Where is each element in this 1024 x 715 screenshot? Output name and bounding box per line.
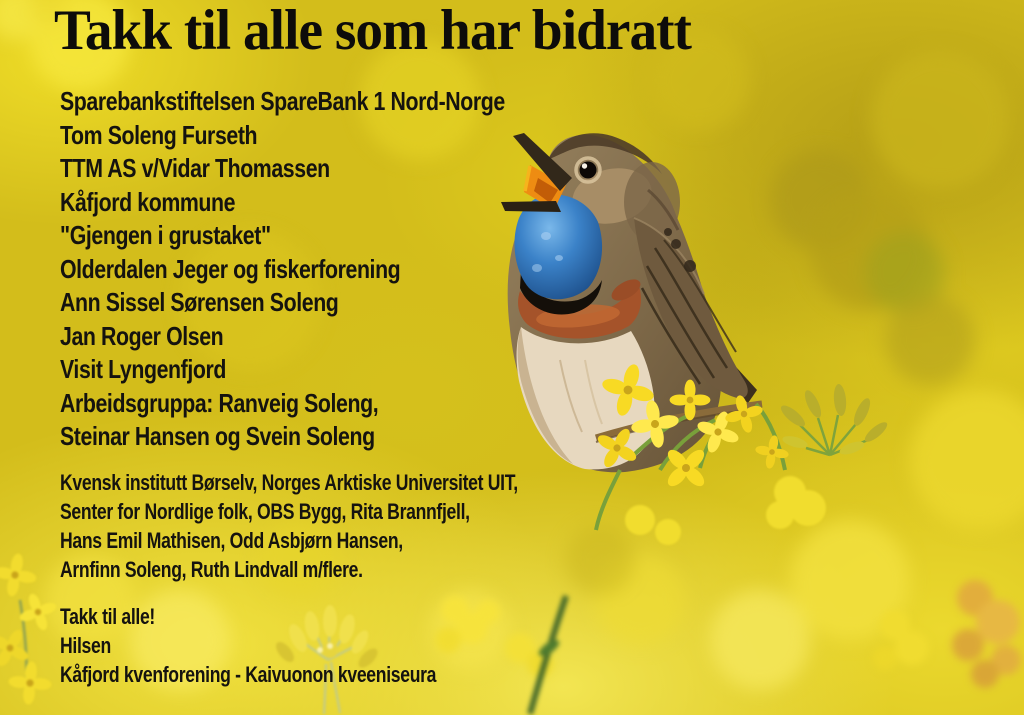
wing-spot	[671, 239, 681, 249]
institutions-paragraph	[60, 468, 518, 584]
contributors-list	[60, 85, 505, 454]
wing-spot	[684, 260, 696, 272]
orange-flower-soft	[952, 580, 1021, 688]
text-line: Kåfjord kvenforening - Kaivuonon kveeniseura	[60, 662, 437, 687]
text-line: "Gjengen i grustaket"	[60, 220, 271, 250]
poster-title: Takk til alle som har bidratt	[54, 0, 692, 62]
beak-lower	[501, 201, 561, 212]
text-line: Arbeidsgruppa: Ranveig Soleng,	[60, 387, 379, 418]
eye-highlight	[582, 163, 587, 168]
text-line: Tom Soleng Furseth	[60, 119, 258, 150]
text-line: Steinar Hansen og Svein Soleng	[60, 421, 375, 451]
text-line: Senter for Nordlige folk, OBS Bygg, Rita Brannfjell,	[60, 499, 470, 524]
bud-cluster	[778, 384, 890, 458]
text-line: Jan Roger Olsen	[60, 320, 224, 351]
blue-fleck	[555, 255, 563, 261]
text-line: Kvensk institutt Børselv, Norges Arktiske Universitet UIT,	[60, 470, 518, 495]
left-edge-flowers	[0, 550, 63, 706]
text-line: Sparebankstiftelsen SpareBank 1 Nord-Norge	[60, 86, 505, 116]
blue-fleck	[541, 232, 551, 240]
text-line: Arnfinn Soleng, Ruth Lindvall m/flere.	[60, 557, 363, 582]
text-line: Hans Emil Mathisen, Odd Asbjørn Hansen,	[60, 528, 403, 553]
bird-eye	[580, 162, 597, 179]
text-line: Hilsen	[60, 633, 111, 658]
text-line: Kåfjord kommune	[60, 186, 236, 217]
soft-perch-flowers	[625, 476, 826, 545]
text-line: Olderdalen Jeger og fiskerforening	[60, 253, 401, 284]
buds	[778, 384, 890, 458]
wing-spot	[664, 228, 672, 236]
text-line: Visit Lyngenfjord	[60, 354, 226, 384]
text-line: Takk til alle!	[60, 604, 155, 629]
blue-fleck	[532, 264, 542, 272]
text-line: TTM AS v/Vidar Thomassen	[60, 153, 330, 183]
closing-block	[60, 602, 436, 689]
text-line: Ann Sissel Sørensen Soleng	[60, 287, 339, 317]
